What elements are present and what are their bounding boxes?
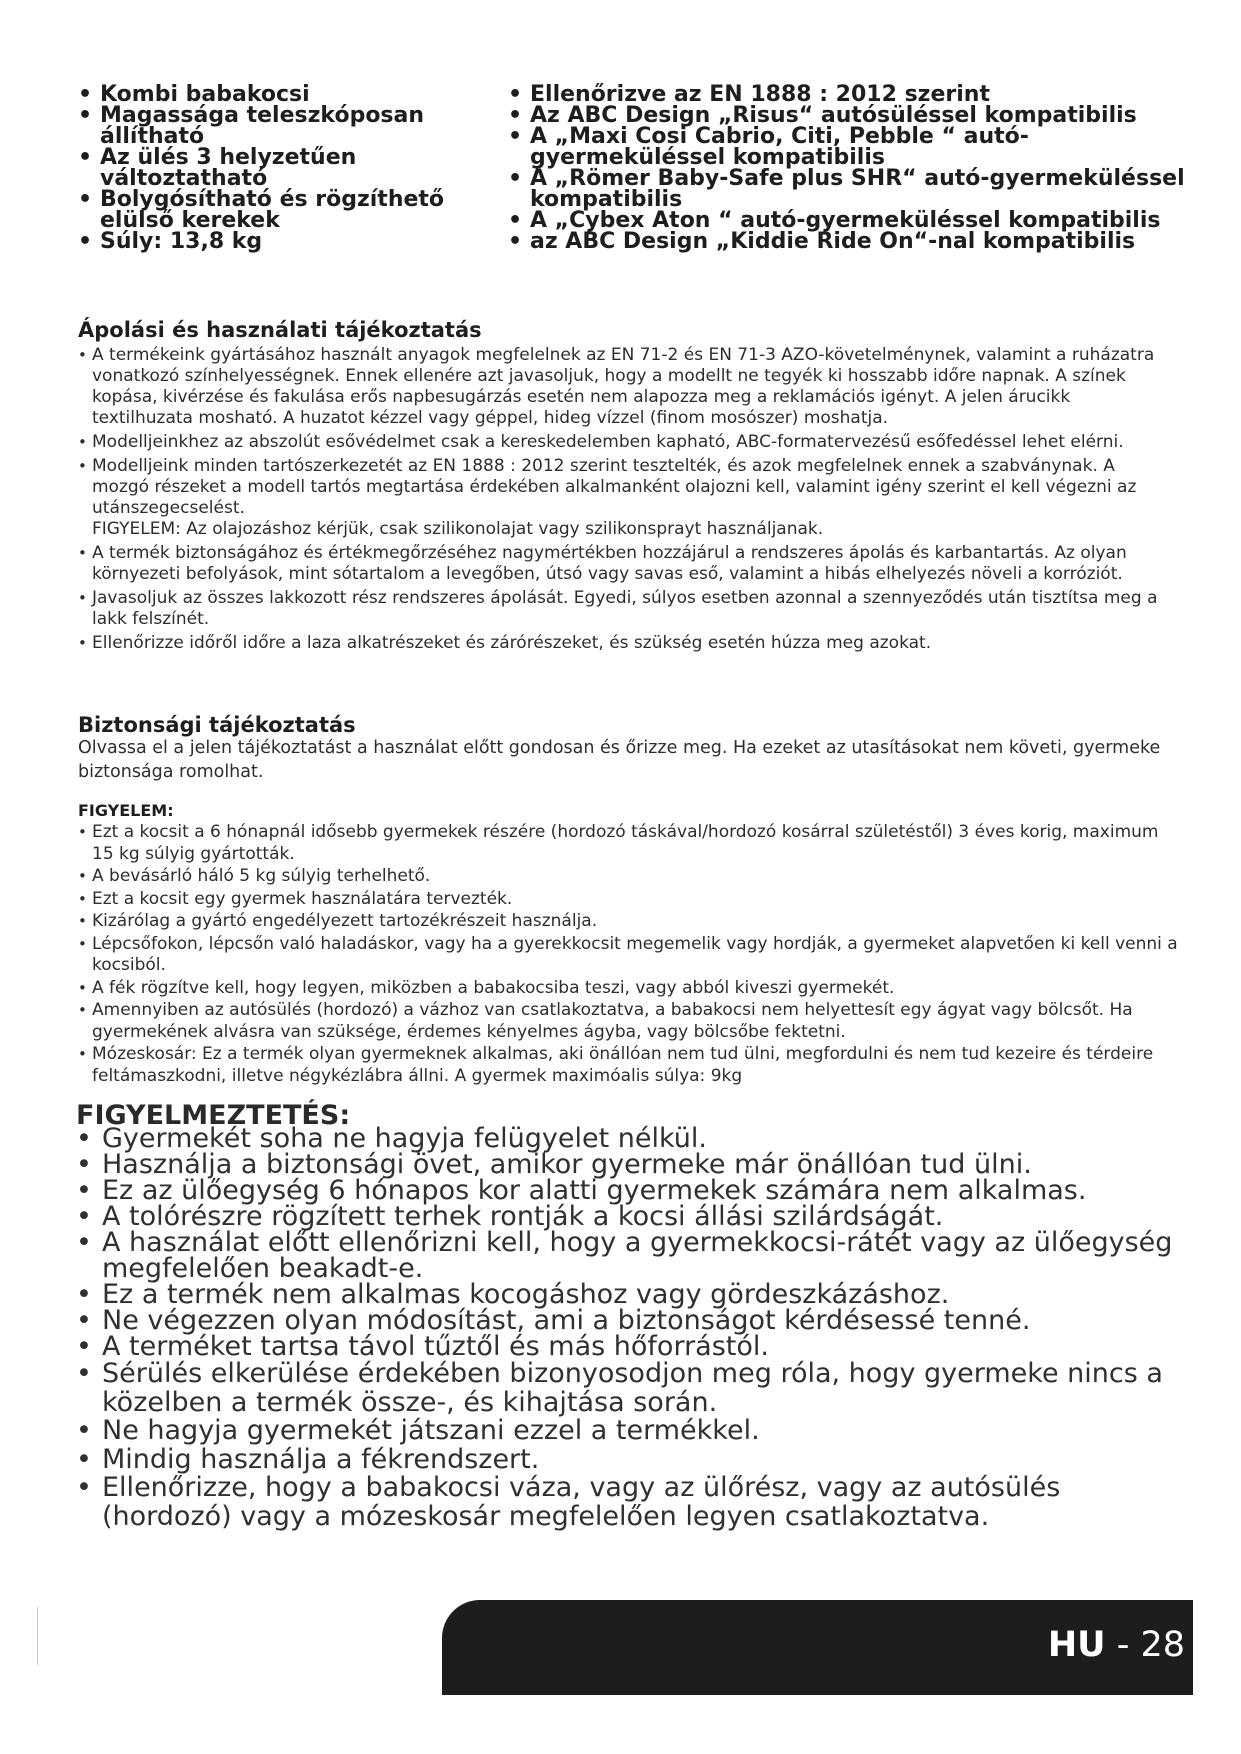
- feature-item: • Magassága teleszkóposan állítható: [78, 105, 478, 147]
- warning-item: • A használat előtt ellenőrizni kell, hogy a gyermekkocsi-rátét vagy az ülőegység megfelelően beakadt-e.: [76, 1230, 1186, 1282]
- care-title: Ápolási és használati tájékoztatás: [78, 318, 482, 342]
- warning-title: FIGYELMEZTETÉS:: [76, 1100, 351, 1131]
- safety-item: • Ezt a kocsit egy gyermek használatára tervezték.: [78, 889, 1178, 911]
- figyelem-label: FIGYELEM:: [78, 801, 174, 820]
- page-edge-line: [37, 1607, 38, 1665]
- safety-intro: Olvassa el a jelen tájékoztatást a használat előtt gondosan és őrizze meg. Ha ezeket az utasításokat nem követi, gyermeke biztonsága romolhat.: [78, 738, 1161, 782]
- feature-item: • A „Maxi Cosi Cabrio, Citi, Pebble “ autó-gyermeküléssel kompatibilis: [508, 126, 1188, 168]
- feature-item: • az ABC Design „Kiddie Ride On“-nal kompatibilis: [508, 231, 1188, 252]
- feature-item: • Az ABC Design „Risus“ autósüléssel kompatibilis: [508, 105, 1188, 126]
- care-item: • Modelljeinkhez az abszolút esővédelmet csak a kereskedelemben kapható, ABC-formatervezésű esőfedéssel lehet elérni.: [78, 432, 1168, 453]
- warning-item: • A tolórészre rögzített terhek rontják a kocsi állási szilárdságát.: [76, 1204, 1186, 1230]
- feature-item: • A „Cybex Aton “ autó-gyermeküléssel kompatibilis: [508, 210, 1188, 231]
- warning-item: • Ez a termék nem alkalmas kocogáshoz vagy gördeszkázáshoz.: [76, 1282, 1186, 1308]
- page-separator: -: [1105, 1625, 1141, 1665]
- feature-item: • Az ülés 3 helyzetűen változtatható: [78, 147, 478, 189]
- warning-item: • A terméket tartsa távol tűztől és más hőforrástól.: [76, 1334, 1186, 1360]
- care-list: [78, 345, 1168, 657]
- safety-list: [78, 822, 1178, 1088]
- feature-item: • Bolygósítható és rögzíthető elülső kerekek: [78, 189, 478, 231]
- page-number: [1048, 1625, 1185, 1665]
- warning-item: • Mindig használja a fékrendszert.: [76, 1446, 1186, 1475]
- safety-title: Biztonsági tájékoztatás: [78, 713, 356, 737]
- warning-item: • Ez az ülőegység 6 hónapos kor alatti gyermekek számára nem alkalmas.: [76, 1178, 1186, 1204]
- warning-item: • Sérülés elkerülése érdekében bizonyosodjon meg róla, hogy gyermeke nincs a közelben a termék össze-, és kihajtása során.: [76, 1360, 1186, 1417]
- safety-item: • A fék rögzítve kell, hogy legyen, miközben a babakocsiba teszi, vagy abból kiveszi gyermekét.: [78, 978, 1178, 1000]
- feature-list-left: [78, 84, 478, 252]
- warning-item: • Használja a biztonsági övet, amikor gyermeke már önállóan tud ülni.: [76, 1152, 1186, 1178]
- feature-item: • Ellenőrizve az EN 1888 : 2012 szerint: [508, 84, 1188, 105]
- care-item: • Javasoljuk az összes lakkozott rész rendszeres ápolását. Egyedi, súlyos esetben azonnal a szennyeződés után tisztítsa meg a lakk felszínét.: [78, 588, 1168, 630]
- care-item: • A termék biztonságához és értékmegőrzéséhez nagymértékben hozzájárul a rendszeres ápolás és karbantartás. Az olyan környezeti befolyások, mint sótartalom a levegőben, útsó vagy savas eső, valamint a hibás elhelyezés növeli a korróziót.: [78, 543, 1168, 585]
- feature-item: • Súly: 13,8 kg: [78, 231, 478, 252]
- language-code: HU: [1047, 1625, 1106, 1665]
- care-item-text: Modelljeink minden tartószerkezetét az EN 1888 : 2012 szerint tesztelték, és azok megfelelnek ennek a szabványnak. A mozgó részeket a modell tartós megtartása érdekében alkalmanként olajozni kell, valamint igény szerint el kell végezni az utánszegecselést.: [92, 456, 1137, 518]
- warning-item: • Ne hagyja gyermekét játszani ezzel a termékkel.: [76, 1417, 1186, 1446]
- safety-item: • A bevásárló háló 5 kg súlyig terhelhető.: [78, 866, 1178, 888]
- safety-item: • Mózeskosár: Ez a termék olyan gyermeknek alkalmas, aki önállóan nem tud ülni, megfordulni és nem tud kezeire és térdeire feltámaszkodni, illetve négykézlábra állni. A gyermek maximóalis súlya: 9kg: [78, 1044, 1178, 1087]
- safety-item: • Ezt a kocsit a 6 hónapnál idősebb gyermekek részére (hordozó táskával/hordozó kosárral születéstől) 3 éves korig, maximum 15 kg súlyig gyártották.: [78, 822, 1178, 865]
- safety-item: • Kizárólag a gyártó engedélyezett tartozékrészeit használja.: [78, 911, 1178, 933]
- care-item: • Ellenőrizze időről időre a laza alkatrészeket és zárórészeket, és szükség esetén húzza meg azokat.: [78, 633, 1168, 654]
- warning-item: • Gyermekét soha ne hagyja felügyelet nélkül.: [76, 1126, 1186, 1152]
- feature-item: • Kombi babakocsi: [78, 84, 478, 105]
- warning-item: • Ellenőrizze, hogy a babakocsi váza, vagy az ülőrész, vagy az autósülés (hordozó) vagy a mózeskosár megfelelően legyen csatlakoztatva.: [76, 1474, 1186, 1531]
- care-note: FIGYELEM: Az olajozáshoz kérjük, csak szilikonolajat vagy szilikonsprayt használjanak.: [92, 519, 824, 539]
- care-item: • A termékeink gyártásához használt anyagok megfelelnek az EN 71-2 és EN 71-3 AZO-követelménynek, valamint a ruházatra vonatkozó színhelyességnek. Ennek ellenére azt javasoljuk, hogy a modellt ne tegyék ki hosszabb időre napnak. A színek kopása, kivérzése és fakulása erős napbesugárzás esetén nem alapozza meg a reklamációs igényt. A jelen árucikk textilhuzata mosható. A huzatot kézzel vagy géppel, hideg vízzel (finom mosószer) moshatja.: [78, 345, 1168, 429]
- safety-item: • Lépcsőfokon, lépcsőn való haladáskor, vagy ha a gyerekkocsit megemelik vagy hordják, a gyermeket alapvetően ki kell venni a kocsiból.: [78, 934, 1178, 977]
- care-item: [78, 456, 1168, 540]
- feature-item: • A „Römer Baby-Safe plus SHR“ autó-gyermeküléssel kompatibilis: [508, 168, 1188, 210]
- feature-list-right: [508, 84, 1188, 252]
- safety-item: • Amennyiben az autósülés (hordozó) a vázhoz van csatlakoztatva, a babakocsi nem helyettesít egy ágyat vagy bölcsőt. Ha gyermekének alvásra van szüksége, érdemes kényelmes ágyba, vagy bölcsőbe fektetni.: [78, 1000, 1178, 1043]
- warning-list: [76, 1123, 1186, 1532]
- page-number-value: 28: [1140, 1625, 1185, 1665]
- warning-item: • Ne végezzen olyan módosítást, ami a biztonságot kérdésessé tenné.: [76, 1308, 1186, 1334]
